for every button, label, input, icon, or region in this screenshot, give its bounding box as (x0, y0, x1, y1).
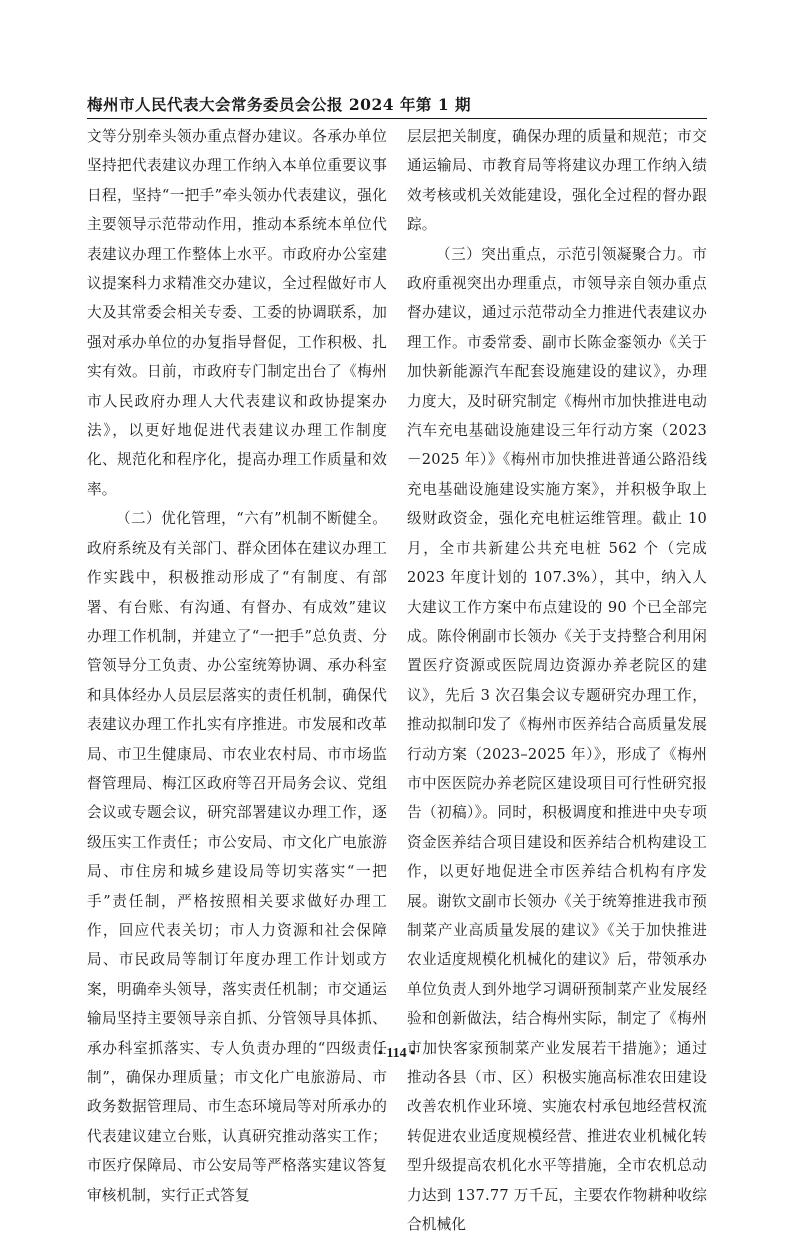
right-paragraph-2 (407, 240, 707, 1239)
section-body-3: 市政府重视突出办理重点，市领导亲自领办重点督办建议，通过示范带动全力推进代表建议办理工作。市委常委、副市长陈金銮领办《关于加快新能源汽车配套设施建设的建议》，办理力度大，及时研究制定《梅州市加快推进电动汽车充电基础设施建设三年行动方案（2023－2025 年）》《梅州市加快推进普通公路沿线充电基础设施建设实施方案》，并积极争取上级财政资金，强化充电桩运维管理。截止 10 月，全市共新建公共充电桩 562 个（完成 2023 年度计划的 107.3%），其中，纳入人大建议工作方案中布点建设的 90 个已全部完成。陈伶俐副市长领办《关于支持整合利用闲置医疗资源或医院周边资源办养老院区的建议》，先后 3 次召集会议专题研究办理工作，推动拟制印发了《梅州市医养结合高质量发展行动方案（2023–2025 年）》，形成了《梅州市中医医院办养老院区建设项目可行性研究报告（初稿）》。同时，积极调度和推进中央专项资金医养结合项目建设和医养结合机构建设工作，以更好地促进全市医养结合机构有序发展。谢钦文副市长领办《关于统筹推进我市预制菜产业高质量发展的建议》《关于加快推进农业适度规模化机械化的建议》后，带领承办单位负责人到外地学习调研预制菜产业发展经验和创新做法，结合梅州实际，制定了《梅州市加快客家预制菜产业发展若干措施》；通过推动各县（市、区）积极实施高标准农田建设改善农机作业环境、实施农村承包地经营权流转促进农业适度规模经营、推进农业机械化转型升级提高农机化水平等措施，全市农机总动力达到 137.77 万千瓦，主要农作物耕种收综合机械化 (407, 245, 707, 1234)
right-column (407, 122, 707, 1239)
section-body-2: 政府系统及有关部门、群众团体在建议办理工作实践中，积极推动形成了“有制度、有部署、有台账、有沟通、有督办、有成效”建议办理工作机制，并建立了“一把手”总负责、分管领导分工负责、办公室统筹协调、承办科室和具体经办人员层层落实的责任机制，确保代表建议办理工作扎实有序推进。市发展和改革局、市卫生健康局、市农业农村局、市市场监督管理局、梅江区政府等召开局务会议、党组会议或专题会议，研究部署建议办理工作，逐级压实工作责任；市公安局、市文化广电旅游局、市住房和城乡建设局等切实落实“一把手”责任制，严格按照相关要求做好办理工作，回应代表关切；市人力资源和社会保障局、市民政局等制订年度办理工作计划或方案，明确牵头领导，落实责任机制；市交通运输局坚持主要领导亲自抓、分管领导具体抓、承办科室抓落实、专人负责办理的“四级责任制”，确保办理质量；市文化广电旅游局、市政务数据管理局、市生态环境局等对所承办的代表建议建立台账，认真研究推动落实工作；市医疗保障局、市公安局等严格落实建议答复审核机制，实行正式答复 (87, 539, 387, 1204)
left-paragraph-1: 文等分别牵头领办重点督办建议。各承办单位坚持把代表建议办理工作纳入本单位重要议事日程，坚持“一把手”牵头领办代表建议，强化主要领导示范带动作用，推动本系统本单位代表建议办理工作整体上水平。市政府办公室建议提案科力求精准交办建议，全过程做好市人大及其常委会相关专委、工委的协调联系，加强对承办单位的办复指导督促，工作积极、扎实有效。日前，市政府专门制定出台了《梅州市人民政府办理人大代表建议和政协提案办法》，以更好地促进代表建议办理工作制度化、规范化和程序化，提高办理工作质量和效率。 (87, 128, 387, 498)
page-header (87, 92, 707, 118)
bulletin-title: 梅州市人民代表大会常务委员会公报 2024 年第 1 期 (87, 95, 472, 114)
section-heading-3: （三）突出重点，示范引领凝聚合力。 (436, 245, 693, 263)
section-heading-2: （二）优化管理，“六有”机制不断健全。 (116, 510, 387, 528)
right-paragraph-1: 层层把关制度，确保办理的质量和规范；市交通运输局、市教育局等将建议办理工作纳入绩效考核或机关效能建设，强化全过程的督办跟踪。 (407, 128, 707, 234)
header-rule (87, 118, 707, 119)
page-number: • 114 • (377, 1046, 416, 1061)
left-paragraph-2 (87, 504, 387, 1210)
